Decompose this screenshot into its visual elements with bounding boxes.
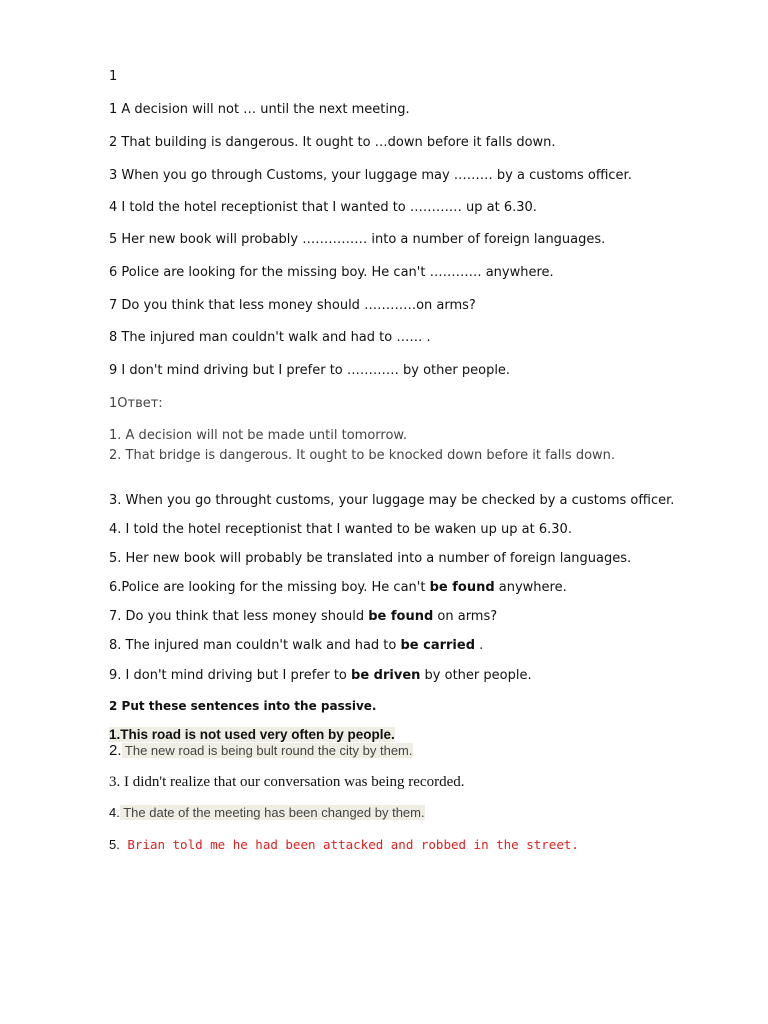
question-6: 6 Police are looking for the missing boy. He can't ………… anywhere. (109, 265, 554, 280)
passive-item-4-text: The date of the meeting has been changed by them. (119, 805, 425, 820)
question-2: 2 That building is dangerous. It ought to …down before it falls down. (109, 135, 556, 150)
passive-item-2-text: The new road is being bult round the city by them. (121, 743, 413, 758)
passive-item-1-text: 1.This road is not used very often by people. (109, 727, 395, 742)
passive-item-1 (109, 727, 395, 743)
answer-8 (109, 638, 483, 654)
passive-item-4 (109, 805, 425, 821)
passive-item-2-num: 2. (109, 742, 122, 759)
answer-5: 5. Her new book will probably be translated into a number of foreign languages. (109, 551, 632, 566)
answer-7 (109, 609, 497, 625)
answer-1: 1. A decision will not be made until tomorrow. (109, 428, 407, 443)
question-5: 5 Her new book will probably …………… into a number of foreign languages. (109, 232, 606, 247)
question-8: 8 The injured man couldn't walk and had to …… . (109, 330, 431, 345)
question-1: 1 A decision will not … until the next meeting. (109, 102, 410, 117)
answer-7-text: 7. Do you think that less money should (109, 609, 369, 624)
answer-8-text: 8. The injured man couldn't walk and had to (109, 638, 401, 653)
answer-7-bold: be found (368, 609, 434, 624)
passive-item-5-num: 5. (109, 837, 120, 852)
passive-item-3-text: I didn't realize that our conversation was being recorded. (120, 774, 465, 790)
answer-7-tail: on arms? (433, 609, 498, 624)
passive-item-5-text: Brian told me he had been attacked and robbed in the street. (119, 837, 579, 852)
answer-9 (109, 668, 532, 684)
answer-9-tail: by other people. (420, 668, 532, 683)
answer-6-tail: anywhere. (494, 580, 567, 595)
question-9: 9 I don't mind driving but I prefer to ………… by other people. (109, 363, 511, 378)
section2-heading: 2 Put these sentences into the passive. (109, 699, 377, 713)
answers-heading: 1Ответ: (109, 396, 163, 411)
passive-item-2 (109, 743, 413, 759)
answer-8-tail: . (475, 638, 484, 653)
passive-item-3 (109, 774, 465, 790)
passive-item-5 (109, 837, 579, 854)
question-3: 3 When you go through Customs, your luggage may ……… by a customs officer. (109, 168, 632, 183)
passive-item-4-num: 4. (109, 805, 120, 820)
answer-9-bold: be driven (351, 668, 421, 683)
answer-3: 3. When you go throught customs, your luggage may be checked by a customs officer. (109, 493, 675, 508)
passive-item-3-num: 3. (109, 774, 121, 790)
answer-2: 2. That bridge is dangerous. It ought to be knocked down before it falls down. (109, 448, 616, 463)
answer-6-bold: be found (429, 580, 495, 595)
answer-9-text: 9. I don't mind driving but I prefer to (109, 668, 352, 683)
question-7: 7 Do you think that less money should …………on arms? (109, 298, 476, 313)
answer-4: 4. I told the hotel receptionist that I wanted to be waken up up at 6.30. (109, 522, 572, 537)
section-number: 1 (109, 69, 118, 84)
answer-6 (109, 580, 567, 596)
question-4: 4 I told the hotel receptionist that I wanted to ………… up at 6.30. (109, 200, 537, 215)
answer-8-bold: be carried (400, 638, 476, 653)
answer-6-text: 6.Police are looking for the missing boy. He can't (109, 580, 430, 595)
